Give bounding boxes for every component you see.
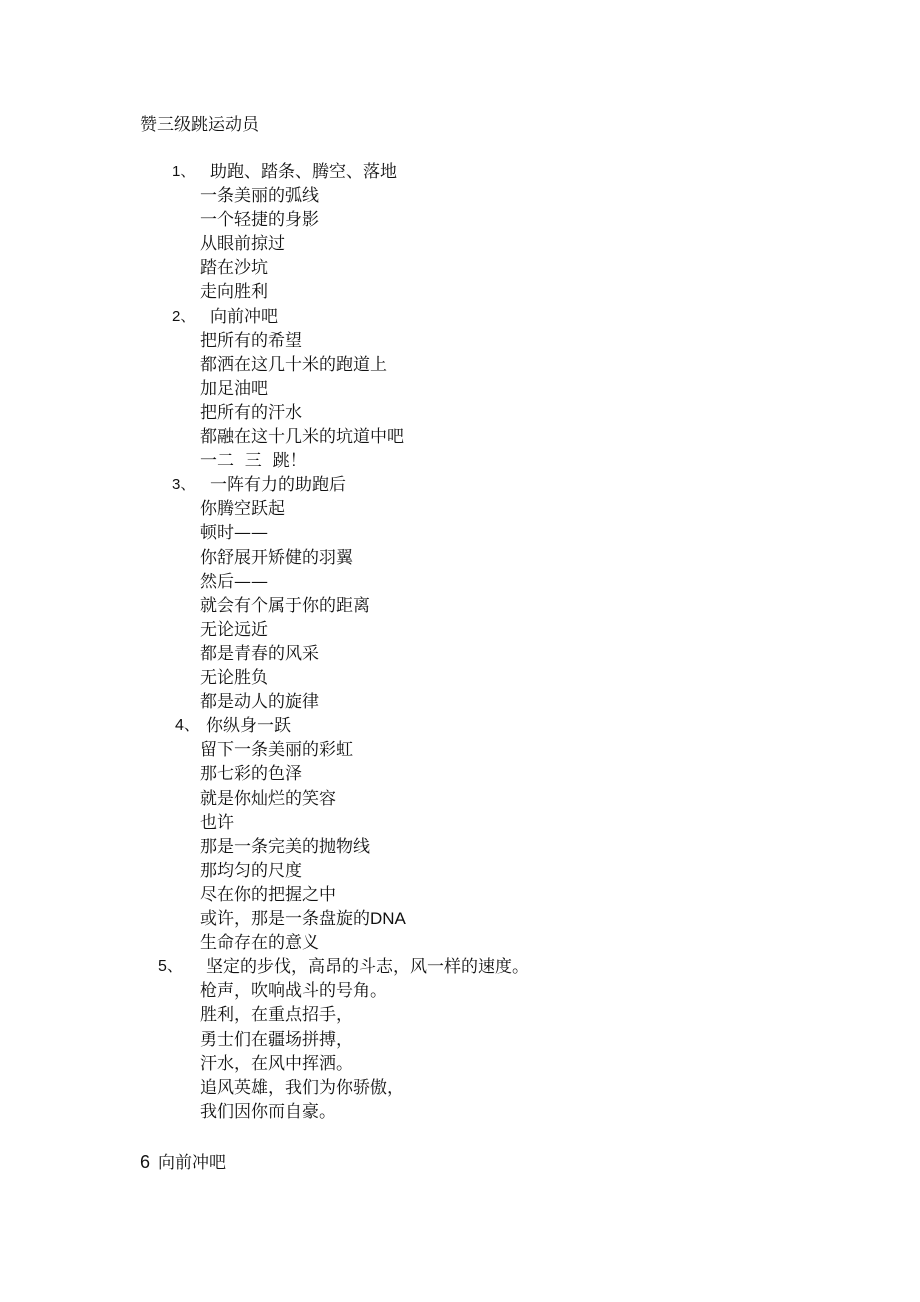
stanza-number: 4、 <box>175 717 200 735</box>
stanza-head-text: 坚定的步伐，高昂的斗志，风一样的速度。 <box>206 957 529 978</box>
poem-line: 我们因你而自豪。 <box>200 1101 336 1122</box>
poem-line: 走向胜利 <box>200 282 268 303</box>
poem-line: 从眼前掠过 <box>200 234 285 255</box>
poem-line: 无论胜负 <box>200 668 268 689</box>
poem-title: 赞三级跳运动员 <box>140 115 259 135</box>
stanza-number: 2、 <box>172 307 196 325</box>
dna-text: DNA <box>370 909 406 929</box>
poem-line: 加足油吧 <box>200 378 268 399</box>
poem-line: 勇士们在疆场拼搏， <box>200 1029 353 1050</box>
stanza-2 <box>0 305 920 474</box>
poem-line: 那是一条完美的抛物线 <box>200 836 370 857</box>
poem-line: 踏在沙坑 <box>200 258 268 279</box>
poem-line: 那均匀的尺度 <box>200 860 302 881</box>
poem-line: 都是动人的旋律 <box>200 692 319 713</box>
poem-line: 一条美丽的弧线 <box>200 186 319 207</box>
poem-line: 一二 三 跳！ <box>200 451 307 472</box>
stanza-head <box>0 714 920 738</box>
poem-line: 你腾空跃起 <box>200 499 285 520</box>
stanza-3 <box>0 473 920 714</box>
poem-line: 然后—— <box>200 571 268 592</box>
poem-line: 顿时—— <box>200 523 268 544</box>
stanza-head <box>0 305 920 329</box>
poem-line: 枪声，吹响战斗的号角。 <box>200 981 387 1002</box>
poem-line: 尽在你的把握之中 <box>200 884 336 905</box>
poem-line: 汗水，在风中挥洒。 <box>200 1053 353 1074</box>
stanza-number: 3、 <box>172 476 196 494</box>
poem-line: 就会有个属于你的距离 <box>200 595 370 616</box>
stanza-number: 5、 <box>158 958 183 976</box>
poem-line: 你舒展开矫健的羽翼 <box>200 547 353 568</box>
stanza-1 <box>0 160 920 305</box>
poem-line: 都融在这十几米的坑道中吧 <box>200 427 404 448</box>
poem-line: 留下一条美丽的彩虹 <box>200 740 353 761</box>
stanza-head-text: 你纵身一跃 <box>206 716 291 737</box>
final-text: 向前冲吧 <box>158 1153 227 1173</box>
stanza-head-text: 一阵有力的助跑后 <box>210 475 346 496</box>
final-heading <box>140 1150 226 1175</box>
poem-line: 无论远近 <box>200 619 268 640</box>
poem-line-dna <box>0 907 920 931</box>
stanza-number: 1、 <box>172 163 196 180</box>
poem-line: 都洒在这几十米的跑道上 <box>200 354 387 375</box>
poem-line: 生命存在的意义 <box>200 933 319 954</box>
stanza-head <box>0 955 920 979</box>
poem-line: 把所有的希望 <box>200 330 302 351</box>
stanza-head-text: 向前冲吧 <box>210 306 278 327</box>
poem-line: 那七彩的色泽 <box>200 764 302 785</box>
stanza-4 <box>0 714 920 955</box>
poem-line: 胜利，在重点招手， <box>200 1005 353 1026</box>
stanza-head <box>0 160 920 184</box>
final-number: 6 <box>140 1152 151 1172</box>
poem-line-text: 或许，那是一条盘旋的 <box>200 909 370 930</box>
poem-line: 也许 <box>200 812 234 833</box>
poem-line: 追风英雄，我们为你骄傲， <box>200 1077 404 1098</box>
poem-line: 就是你灿烂的笑容 <box>200 788 336 809</box>
poem-line: 一个轻捷的身影 <box>200 210 319 231</box>
poem-line: 都是青春的风采 <box>200 643 319 664</box>
stanza-head-text: 助跑、踏条、腾空、落地 <box>210 162 397 182</box>
poem-line: 把所有的汗水 <box>200 402 302 423</box>
stanza-head <box>0 473 920 497</box>
stanza-5 <box>0 955 920 1124</box>
